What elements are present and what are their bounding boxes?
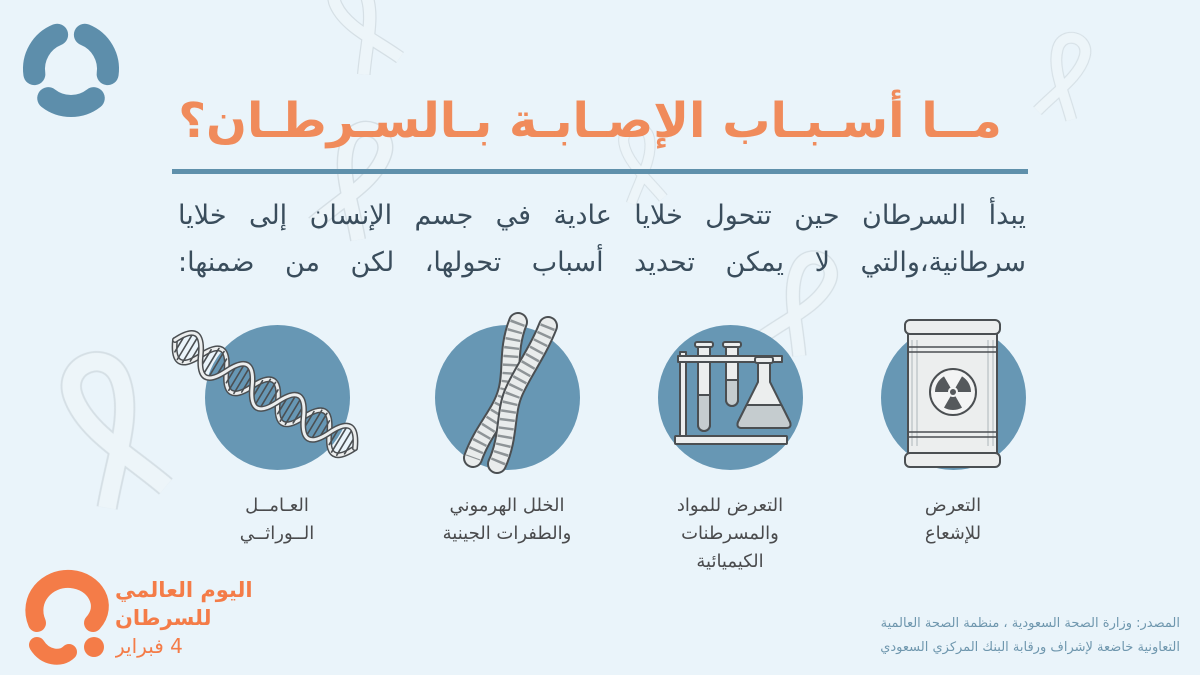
- ring-logo-icon: [21, 19, 121, 119]
- campaign-title: [115, 576, 280, 660]
- cause-label-line: الخلل الهرموني: [449, 495, 565, 516]
- cause-label: [167, 492, 387, 548]
- cause-label: [843, 492, 1063, 548]
- cause-label-line: والمسرطنات: [681, 523, 779, 544]
- cause-label-line: والطفرات الجينية: [442, 523, 572, 544]
- chromosome-icon: [397, 310, 617, 490]
- cause-label: [620, 492, 840, 576]
- source-line: المصدر: وزارة الصحة السعودية ، منظمة الصحة العالمية: [880, 616, 1180, 631]
- cause-radiation-card: [843, 310, 1063, 582]
- intro-paragraph: [178, 192, 1026, 286]
- cause-label-line: التعرض: [924, 495, 982, 516]
- campaign-date: 4 فبراير: [115, 634, 183, 658]
- cause-mutations-card: [397, 310, 617, 582]
- dna-helix-icon: [167, 310, 387, 490]
- world-cancer-day-logo-icon: [15, 565, 115, 665]
- source-note: [640, 612, 1180, 660]
- awareness-ribbon-icon: [325, 0, 400, 74]
- source-line: التعاونية خاضعة لإشراف ورقابة البنك المركزي السعودي: [880, 640, 1180, 655]
- campaign-line: للسرطان: [115, 606, 212, 630]
- campaign-line: اليوم العالمي: [115, 578, 253, 602]
- lab-test-tubes-icon: [620, 310, 840, 490]
- cause-label-line: للإشعاع: [924, 523, 982, 544]
- cause-hereditary-card: [167, 310, 387, 582]
- cause-label: [397, 492, 617, 548]
- title-divider: [172, 169, 1028, 174]
- cause-label-line: الكيميائية: [696, 551, 764, 572]
- awareness-ribbon-icon: [1037, 34, 1091, 120]
- cause-chemicals-card: [620, 310, 840, 582]
- cause-label-line: التعرض للمواد: [676, 495, 784, 516]
- radioactive-barrel-icon: [843, 310, 1063, 490]
- cause-label-line: الــوراثــي: [239, 523, 315, 544]
- page-title: مــا أسـبـاب الإصـابـة بـالسـرطـان؟: [178, 93, 1002, 149]
- intro-line: سرطانية،والتي لا يمكن تحديد أسباب تحولها، لكن من ضمنها:: [178, 247, 1026, 278]
- intro-line: يبدأ السرطان حين تتحول خلايا عادية في جسم الإنسان إلى خلايا: [178, 200, 1026, 231]
- awareness-ribbon-icon: [58, 353, 165, 508]
- cause-label-line: العـامــل: [245, 495, 309, 516]
